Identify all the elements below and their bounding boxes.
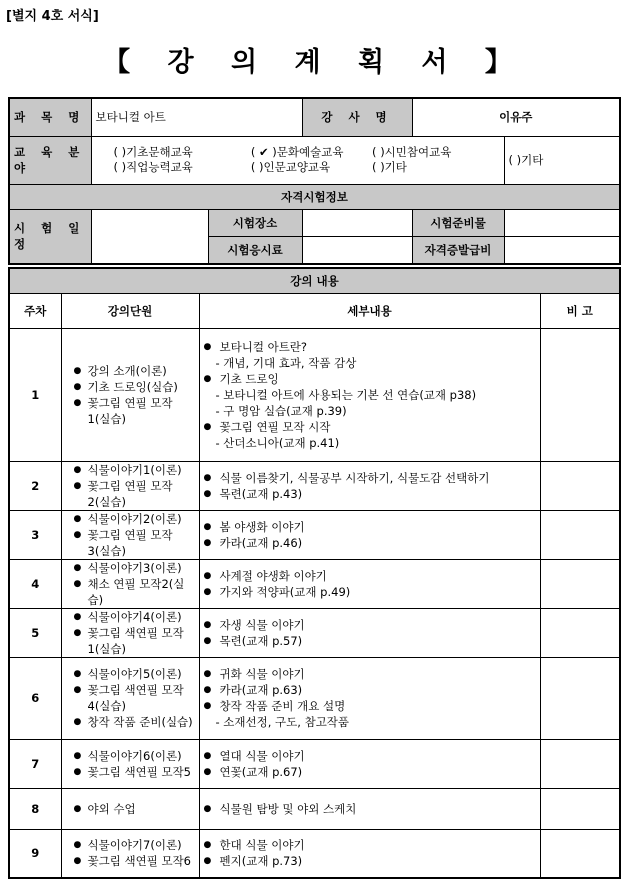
option-vocational[interactable]: ( )직업능력교육 bbox=[113, 160, 193, 174]
content-section-title: 강의 내용 bbox=[9, 268, 620, 293]
week-row bbox=[9, 739, 620, 788]
detail-cell bbox=[199, 788, 540, 829]
unit-column-header: 강의단원 bbox=[61, 293, 199, 328]
detail-item: ● 보타니컬 아트란? bbox=[204, 339, 536, 355]
exam-place-label: 시험장소 bbox=[208, 209, 302, 236]
detail-item: ● 창작 작품 준비 개요 설명 bbox=[204, 698, 536, 714]
unit-cell bbox=[61, 657, 199, 739]
option-humanities[interactable]: ( )인문교양교육 bbox=[250, 160, 331, 174]
unit-item: ● 식물이야기2(이론) bbox=[74, 511, 195, 527]
detail-cell bbox=[199, 559, 540, 608]
detail-cell bbox=[199, 608, 540, 657]
unit-item: ● 창작 작품 준비(실습) bbox=[74, 714, 195, 730]
detail-cell bbox=[199, 657, 540, 739]
unit-item: ● 식물이야기5(이론) bbox=[74, 666, 195, 682]
week-row bbox=[9, 461, 620, 510]
unit-item: ● 꽃그림 색연필 모작4(실습) bbox=[74, 682, 195, 714]
exam-fee-label: 시험응시료 bbox=[208, 236, 302, 264]
detail-subitem: - 보타니컬 아트에 사용되는 기본 선 연습(교재 p38) bbox=[215, 387, 477, 402]
note-cell[interactable] bbox=[540, 510, 620, 559]
unit-item: ● 식물이야기6(이론) bbox=[74, 748, 195, 764]
option-basic-literacy[interactable]: ( )기초문해교육 bbox=[113, 145, 193, 159]
detail-item: ● 목련(교재 p.57) bbox=[204, 633, 536, 649]
detail-cell bbox=[199, 461, 540, 510]
detail-item: ● 한대 식물 이야기 bbox=[204, 837, 536, 853]
unit-cell bbox=[61, 328, 199, 461]
detail-cell bbox=[199, 739, 540, 788]
detail-subitem: - 산더소니아(교재 p.41) bbox=[215, 435, 340, 450]
week-number: 2 bbox=[9, 461, 61, 510]
exam-prep-value[interactable] bbox=[504, 209, 620, 236]
unit-item: ● 꽃그림 연필 모작2(실습) bbox=[74, 478, 195, 510]
note-column-header: 비 고 bbox=[540, 293, 620, 328]
detail-item: ● 카라(교재 p.63) bbox=[204, 682, 536, 698]
detail-item: ● 꽃그림 연필 모작 시작 bbox=[204, 419, 536, 435]
field-label: 교 육 분 야 bbox=[9, 136, 91, 184]
note-cell[interactable] bbox=[540, 559, 620, 608]
note-cell[interactable] bbox=[540, 739, 620, 788]
unit-item: ● 꽃그림 색연필 모작1(실습) bbox=[74, 625, 195, 657]
document-title: 【 강 의 계 획 서 】 bbox=[103, 47, 526, 78]
weeks-body bbox=[9, 328, 620, 878]
subject-value: 보타니컬 아트 bbox=[91, 98, 302, 136]
header-table bbox=[8, 97, 621, 265]
detail-column-header: 세부내용 bbox=[199, 293, 540, 328]
detail-subitem: - 개념, 기대 효과, 작품 감상 bbox=[215, 355, 357, 370]
week-row bbox=[9, 788, 620, 829]
note-cell[interactable] bbox=[540, 608, 620, 657]
note-cell[interactable] bbox=[540, 461, 620, 510]
unit-item: ● 식물이야기7(이론) bbox=[74, 837, 195, 853]
week-number: 4 bbox=[9, 559, 61, 608]
detail-subitem: - 구 명암 실습(교재 p.39) bbox=[215, 403, 347, 418]
detail-item: ● 기초 드로잉 bbox=[204, 371, 536, 387]
unit-item: ● 기초 드로잉(실습) bbox=[74, 379, 195, 395]
option-other-1[interactable]: ( )기타 bbox=[372, 160, 407, 174]
unit-item: ● 꽃그림 색연필 모작6 bbox=[74, 853, 195, 869]
week-number: 1 bbox=[9, 328, 61, 461]
week-number: 6 bbox=[9, 657, 61, 739]
option-culture-art[interactable]: ( ✔ )문화예술교육 bbox=[250, 145, 344, 159]
detail-item: ● 열대 식물 이야기 bbox=[204, 748, 536, 764]
cert-fee-value[interactable] bbox=[504, 236, 620, 264]
detail-item: ● 목련(교재 p.43) bbox=[204, 486, 536, 502]
week-number: 3 bbox=[9, 510, 61, 559]
instructor-label: 강 사 명 bbox=[302, 98, 412, 136]
content-table bbox=[8, 267, 621, 879]
instructor-value: 이유주 bbox=[412, 98, 620, 136]
week-row bbox=[9, 559, 620, 608]
unit-item: ● 식물이야기3(이론) bbox=[74, 560, 195, 576]
note-cell[interactable] bbox=[540, 788, 620, 829]
unit-item: ● 꽃그림 연필 모작3(실습) bbox=[74, 527, 195, 559]
unit-item: ● 꽃그림 연필 모작1(실습) bbox=[74, 395, 195, 427]
field-options bbox=[91, 136, 504, 184]
week-row bbox=[9, 328, 620, 461]
detail-subitem: - 소재선정, 구도, 참고작품 bbox=[215, 715, 350, 729]
exam-prep-label: 시험준비물 bbox=[412, 209, 504, 236]
cert-section-title: 자격시험정보 bbox=[9, 184, 620, 209]
detail-item: ● 귀화 식물 이야기 bbox=[204, 666, 536, 682]
unit-item: ● 식물이야기1(이론) bbox=[74, 462, 195, 478]
week-number: 5 bbox=[9, 608, 61, 657]
note-cell[interactable] bbox=[540, 328, 620, 461]
detail-cell bbox=[199, 829, 540, 878]
detail-item: ● 펜지(교재 p.73) bbox=[204, 853, 536, 869]
exam-date-value[interactable] bbox=[91, 209, 208, 264]
detail-item: ● 자생 식물 이야기 bbox=[204, 617, 536, 633]
unit-cell bbox=[61, 739, 199, 788]
detail-item: ● 가지와 적양파(교재 p.49) bbox=[204, 584, 536, 600]
unit-cell bbox=[61, 510, 199, 559]
cert-fee-label: 자격증발급비 bbox=[412, 236, 504, 264]
detail-cell bbox=[199, 510, 540, 559]
unit-cell bbox=[61, 608, 199, 657]
detail-item: ● 카라(교재 p.46) bbox=[204, 535, 536, 551]
week-row bbox=[9, 829, 620, 878]
unit-item: ● 꽃그림 색연필 모작5 bbox=[74, 764, 195, 780]
week-row bbox=[9, 657, 620, 739]
detail-item: ● 봄 야생화 이야기 bbox=[204, 519, 536, 535]
detail-item: ● 식물원 탐방 및 야외 스케치 bbox=[204, 801, 536, 817]
option-other-2[interactable]: ( )기타 bbox=[504, 136, 620, 184]
unit-item: ● 강의 소개(이론) bbox=[74, 363, 195, 379]
week-number: 7 bbox=[9, 739, 61, 788]
unit-cell bbox=[61, 788, 199, 829]
detail-item: ● 사계절 야생화 이야기 bbox=[204, 568, 536, 584]
unit-cell bbox=[61, 559, 199, 608]
unit-item: ● 식물이야기4(이론) bbox=[74, 609, 195, 625]
week-row bbox=[9, 608, 620, 657]
unit-item: ● 야외 수업 bbox=[74, 801, 195, 817]
unit-cell bbox=[61, 461, 199, 510]
note-cell[interactable] bbox=[540, 657, 620, 739]
exam-date-label: 시 험 일 정 bbox=[9, 209, 91, 264]
note-cell[interactable] bbox=[540, 829, 620, 878]
detail-item: ● 연꽃(교재 p.67) bbox=[204, 764, 536, 780]
exam-place-value[interactable] bbox=[302, 209, 412, 236]
option-civic-participation[interactable]: ( )시민참여교육 bbox=[372, 145, 452, 159]
week-number: 8 bbox=[9, 788, 61, 829]
week-column-header: 주차 bbox=[9, 293, 61, 328]
exam-fee-value[interactable] bbox=[302, 236, 412, 264]
detail-cell bbox=[199, 328, 540, 461]
form-tag: [별지 4호 서식] bbox=[6, 9, 99, 24]
detail-item: ● 식물 이름찾기, 식물공부 시작하기, 식물도감 선택하기 bbox=[204, 470, 536, 486]
week-row bbox=[9, 510, 620, 559]
subject-label: 과 목 명 bbox=[9, 98, 91, 136]
unit-cell bbox=[61, 829, 199, 878]
week-number: 9 bbox=[9, 829, 61, 878]
unit-item: ● 채소 연필 모작2(실습) bbox=[74, 576, 195, 608]
